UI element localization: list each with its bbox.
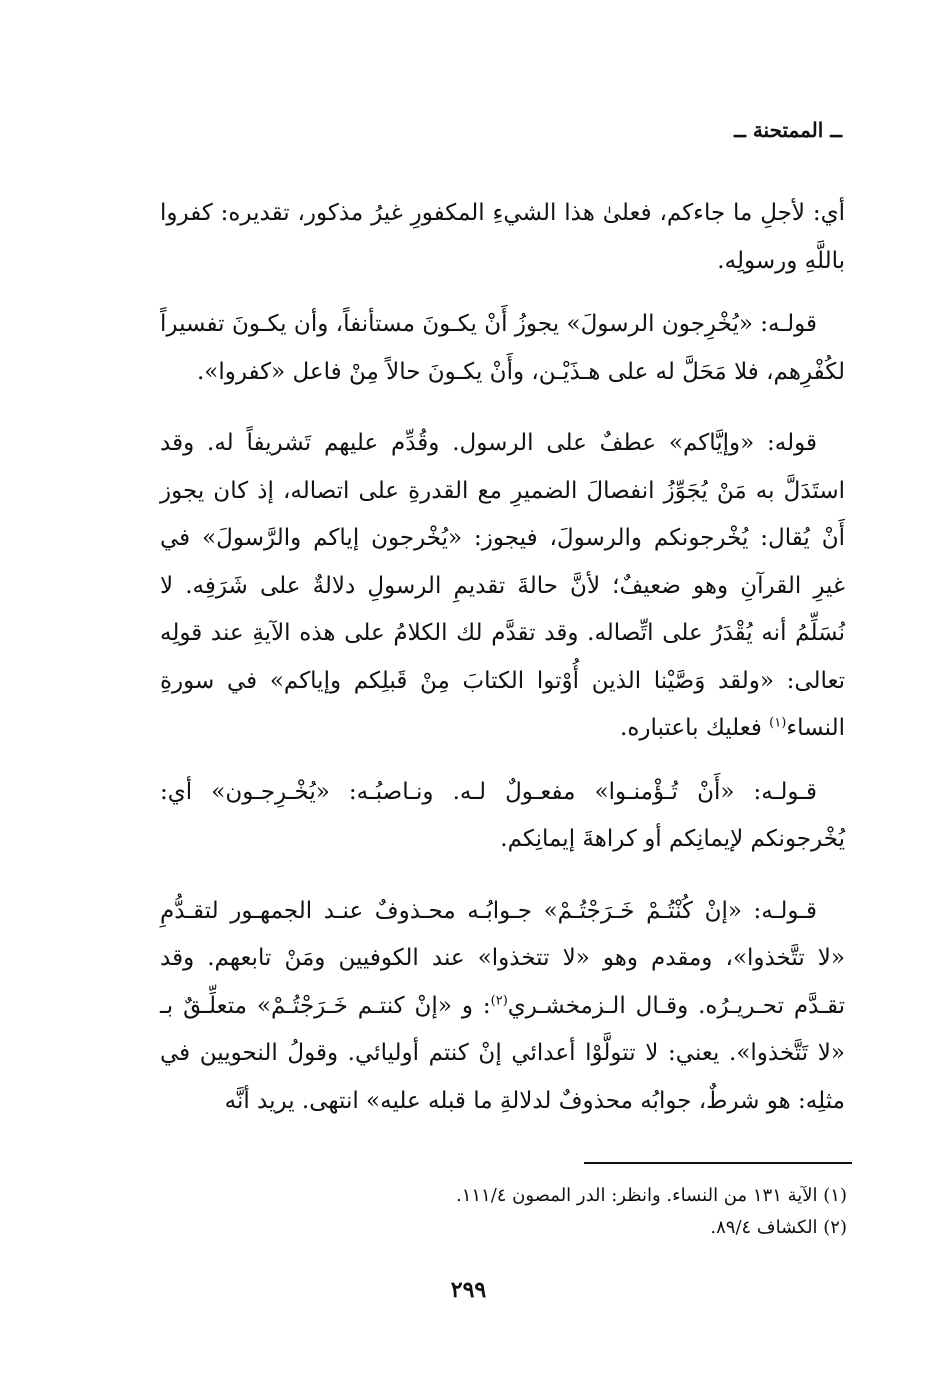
paragraph-3-tail: فعليك باعتباره. bbox=[620, 715, 770, 741]
paragraph-3-text: قوله: «وإيَّاكم» عطفٌ على الرسول. وقُدِّم عليهم تَشريفاً له. وقد استَدَلَّ به مَنْ يُجَوِّزُ انفصالَ الضميرِ مع القدرةِ على اتصاله، إذ كان يجوز أَنْ يُقال: يُخْرجونكم والرسولَ، فيجوز: «يُخْرجون إياكم والرَّسولَ» في غيرِ القرآنِ وهو ضعيفٌ؛ لأنَّ حالةَ تقديمِ الرسولِ دلالةٌ على شَرَفِه. لا نُسَلِّمُ أنه يُقْدَرُ على اتِّصاله. وقد تقدَّم لك الكلامُ على هذه الآيةِ عند قولِه تعالى: «ولقد وَصَّيْنا الذين أُوْتوا الكتابَ مِنْ قَبلِكم وإياكم» في سورةِ النساء bbox=[160, 430, 845, 741]
footnotes bbox=[157, 1180, 847, 1244]
main-text bbox=[160, 190, 845, 1141]
paragraph-3 bbox=[160, 420, 845, 753]
paragraph-5 bbox=[160, 888, 845, 1126]
footnote-ref-1: (١) bbox=[769, 715, 787, 731]
paragraph-5-tail: : و «إنْ كنتـم خَـرَجْتُـمْ» متعلِّـقٌ بـ «لا تَتَّخذوا». يعني: لا تتولَّوْا أعدائي إنْ كنتم أوليائي. وقولُ النحويين في مثلِه: هو شرطٌ، جوابُه محذوفٌ لدلالةِ ما قبله عليه» انتهى. يريد أنَّه bbox=[160, 992, 845, 1114]
footnote-ref-2: (٢) bbox=[490, 992, 508, 1008]
footnote-2: (٢) الكشاف ٨٩/٤. bbox=[710, 1217, 847, 1238]
footnote-1: (١) الآية ١٣١ من النساء. وانظر: الدر المصون ١١١/٤. bbox=[455, 1185, 847, 1206]
running-header: ــ الممتحنة ــ bbox=[734, 118, 842, 142]
paragraph-2: قولـه: «يُخْرِجون الرسولَ» يجوزُ أَنْ يكـونَ مستأنفاً، وأن يكـونَ تفسيراً لكُفْرِهم، فلا مَحَلَّ له على هـذَيْـن، وأَنْ يكـونَ حالاً مِنْ فاعل «كفروا». bbox=[160, 311, 845, 385]
paragraph-1: أي: لأجلِ ما جاءكم، فعلىٰ هذا الشيءِ المكفورِ غيرُ مذكور، تقديره: كفروا باللَّهِ ورسولِه. bbox=[160, 200, 845, 274]
paragraph-5-text: قـولـه: «إنْ كُنْتُـمْ خَـرَجْتُـمْ» جـوابُـه محـذوفٌ عنـد الجمهـور لتقـدُّمِ «لا تتَّخذوا»، ومقدم وهو «لا تتخذوا» عند الكوفيين ومَنْ تابعهم. وقد تقـدَّم تحـريـرُه. وقـال الـزمخشـري bbox=[160, 897, 846, 1019]
page-number: ٢٩٩ bbox=[450, 1277, 487, 1303]
paragraph-4: قـولـه: «أَنْ تُـؤْمنـوا» مفعـولٌ لـه. ونـاصبُـه: «يُخْـرِجـون» أي: يُخْرجونكم لإيمانِكم أو كراهةَ إيمانِكم. bbox=[160, 778, 845, 852]
footnote-divider bbox=[584, 1162, 852, 1164]
